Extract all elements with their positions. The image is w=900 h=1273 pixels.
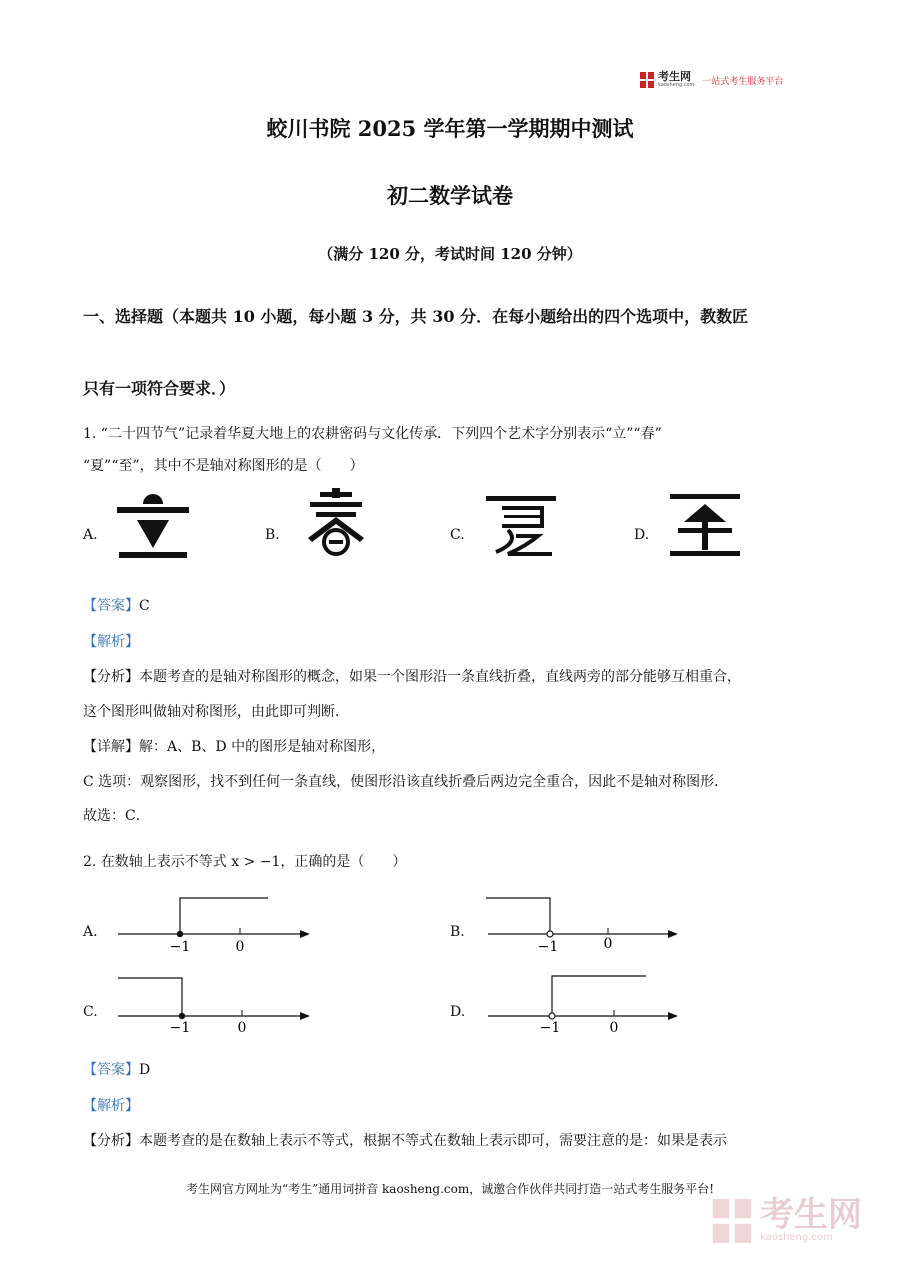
tick-label-neg1: −1 bbox=[539, 1020, 561, 1036]
arrow-icon bbox=[668, 1012, 678, 1020]
q2-option-d-label: D. bbox=[450, 1004, 466, 1020]
open-dot-icon bbox=[549, 1013, 555, 1019]
art-char-li-icon bbox=[117, 490, 189, 560]
logo-slogan: 一站式考生服务平台 bbox=[702, 76, 784, 87]
watermark-name: 考生网 bbox=[760, 1195, 862, 1235]
open-dot-icon bbox=[547, 931, 553, 937]
page-footer: 考生网官方网址为“考生”通用词拼音 kaosheng.com，诚邀合作伙伴共同打造一站式考生服务平台! bbox=[185, 1182, 715, 1196]
q1-analysis-tag: 【解析】 bbox=[83, 634, 139, 650]
tick-label-0: 0 bbox=[235, 939, 245, 955]
art-char-chun-icon bbox=[302, 488, 370, 558]
q2-answer-tag: 【答案】 bbox=[83, 1062, 139, 1078]
q2-number-line-d bbox=[482, 970, 692, 1036]
watermark-url: kaosheng.com bbox=[760, 1232, 833, 1243]
filled-dot-icon bbox=[179, 1013, 185, 1019]
logo-name: 考生网 bbox=[658, 70, 691, 83]
q1-answer-row bbox=[83, 596, 150, 616]
tick-label-0: 0 bbox=[237, 1020, 247, 1036]
exam-title: 蛟川书院 2025 学年第一学期期中测试 bbox=[266, 116, 634, 141]
q2-number-line-b bbox=[482, 890, 692, 956]
section-heading-line1: 一、选择题（本题共 10 小题，每小题 3 分，共 30 分．在每小题给出的四个选项中，教数匠 bbox=[83, 307, 749, 326]
q1-detail-text1: 解：A、B、D 中的图形是轴对称图形， bbox=[139, 739, 386, 755]
q1-stem-line2: “夏”“至”，其中不是轴对称图形的是（ ） bbox=[83, 458, 364, 474]
q1-detail-line1 bbox=[83, 737, 385, 757]
art-char-zhi-icon bbox=[670, 494, 740, 558]
q1-answer-tag: 【答案】 bbox=[83, 598, 139, 614]
art-char-xia-icon bbox=[486, 496, 556, 558]
logo-url: kaosheng.com bbox=[658, 82, 695, 88]
arrow-icon bbox=[300, 930, 310, 938]
q2-option-b-label: B. bbox=[450, 924, 465, 940]
q2-stem: 2. 在数轴上表示不等式 x > −1，正确的是（ ） bbox=[83, 854, 407, 870]
q1-detail-line2: C 选项：观察图形，找不到任何一条直线，使图形沿该直线折叠后两边完全重合，因此不是轴对称图形． bbox=[83, 774, 729, 790]
q2-fenxi-tag: 【分析】 bbox=[83, 1133, 139, 1149]
exam-subtitle: 初二数学试卷 bbox=[387, 183, 513, 208]
tick-label-neg1: −1 bbox=[169, 1020, 191, 1036]
section-heading-line2: 只有一项符合要求．） bbox=[83, 379, 236, 398]
q2-option-a-label: A. bbox=[83, 924, 98, 940]
q2-fenxi-text1: 本题考查的是在数轴上表示不等式，根据不等式在数轴上表示即可，需要注意的是：如果是表示 bbox=[139, 1133, 727, 1149]
q1-answer-value: C bbox=[139, 598, 150, 614]
q2-analysis-tag: 【解析】 bbox=[83, 1098, 139, 1114]
q1-fenxi-text1: 本题考查的是轴对称图形的概念，如果一个图形沿一条直线折叠，直线两旁的部分能够互相重合， bbox=[139, 669, 741, 685]
header-logo bbox=[640, 72, 783, 88]
watermark bbox=[712, 1195, 862, 1243]
q2-fenxi-line1 bbox=[83, 1131, 727, 1151]
q1-detail-line3: 故选：C． bbox=[83, 808, 150, 824]
arrow-icon bbox=[300, 1012, 310, 1020]
q2-answer-row bbox=[83, 1060, 150, 1080]
logo-text-block bbox=[658, 72, 694, 88]
tick-label-0: 0 bbox=[603, 936, 613, 952]
q1-fenxi-line2: 这个图形叫做轴对称图形，由此即可判断． bbox=[83, 704, 349, 720]
tick-label-0: 0 bbox=[609, 1020, 619, 1036]
kaosheng-watermark-icon bbox=[712, 1199, 752, 1243]
q2-answer-value: D bbox=[139, 1062, 151, 1078]
q1-fenxi-line1 bbox=[83, 667, 741, 687]
exam-info: （满分 120 分，考试时间 120 分钟） bbox=[318, 245, 582, 263]
q1-option-d-label: D. bbox=[634, 527, 650, 543]
q2-number-line-a bbox=[112, 890, 322, 956]
tick-label-neg1: −1 bbox=[169, 939, 191, 955]
q1-stem-line1: 1. “二十四节气”记录着华夏大地上的农耕密码与文化传承．下列四个艺术字分别表示“立”“春” bbox=[83, 426, 662, 442]
q1-option-b-label: B. bbox=[265, 527, 280, 543]
q1-option-c-label: C. bbox=[450, 527, 465, 543]
q1-option-a-label: A. bbox=[83, 527, 98, 543]
q1-fenxi-tag: 【分析】 bbox=[83, 669, 139, 685]
kaosheng-logo-icon bbox=[640, 72, 654, 88]
q1-detail-tag: 【详解】 bbox=[83, 739, 139, 755]
q2-option-c-label: C. bbox=[83, 1004, 98, 1020]
arrow-icon bbox=[668, 930, 678, 938]
watermark-text-block bbox=[760, 1195, 862, 1243]
filled-dot-icon bbox=[177, 931, 183, 937]
tick-label-neg1: −1 bbox=[537, 939, 559, 955]
q2-number-line-c bbox=[112, 970, 322, 1036]
